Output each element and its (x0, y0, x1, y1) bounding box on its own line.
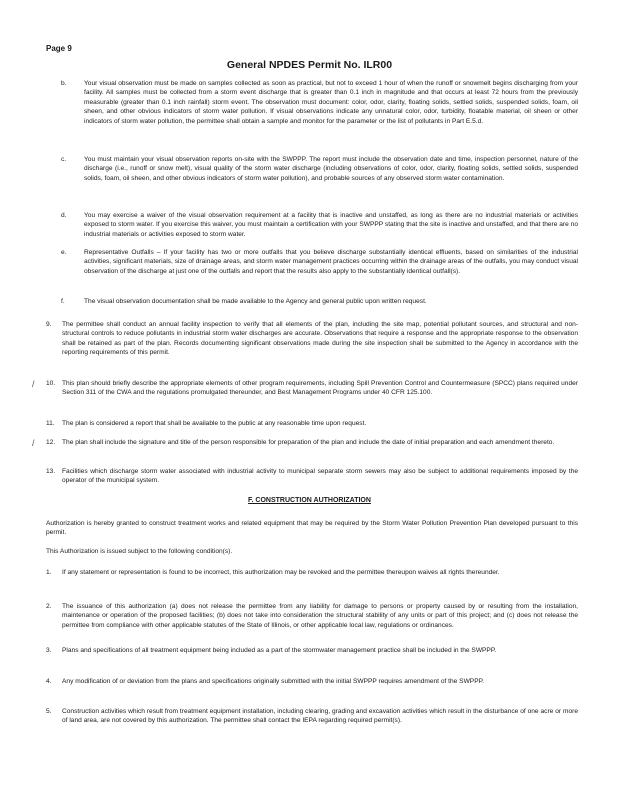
condition-label: 2. (46, 603, 52, 610)
condition-text: If any statement or representation is found to be incorrect, this authorization may be revoked and the permittee thereupon waives all rights thereunder. (62, 569, 500, 576)
condition-text: Any modification of or deviation from the plans and specifications originally submitted with the initial SWPPP requires amendment of the SWPPP. (62, 678, 484, 685)
condition-text: Plans and specifications of all treatment equipment being included as a part of the stormwater management practice shall be included in the SWPPP. (62, 647, 497, 654)
section-intro: This Authorization is issued subject to the following condition(s). (46, 548, 233, 555)
item-text: The plan is considered a report that shall be available to the public at any reasonable time upon request. (62, 420, 367, 427)
condition-text: The issuance of this authorization (a) does not release the permittee from any liability for damage to persons or property caused by or resulting from the installation, maintenance or operation of the proposed facilities; (b) does not take into consideration the structural stability of any units or part of this project; and (c) does not release the permittee from compliance with other applicable statutes of the State of Illinois, or other applicable local law, regulations or ordinances. (62, 603, 578, 629)
item-text: You may exercise a waiver of the visual observation requirement at a facility that is inactive and unstaffed, as long as there are no industrial materials or activities exposed to storm water. If you exercise this waiver, you must maintain a certification with your SWPPP stating that the site is inactive and unstaffed, and that there are no industrial materials or activities exposed to storm water. (84, 212, 578, 238)
page-number: Page 9 (46, 44, 72, 53)
item-text: The visual observation documentation shall be made available to the Agency and general public upon written request. (84, 298, 427, 305)
condition-label: 3. (46, 647, 52, 654)
item-label: b. (61, 80, 67, 87)
item-label: 9. (46, 321, 52, 328)
margin-mark: / (32, 438, 35, 448)
margin-mark: / (32, 379, 35, 389)
item-text: The plan shall include the signature and title of the person responsible for preparation of the plan and include the date of initial preparation and each amendment thereto. (62, 439, 555, 446)
item-text: This plan should briefly describe the appropriate elements of other program requirements, including Spill Prevention Control and Countermeasure (SPCC) plans required under Section 311 of the CWA and the regulations promulgated thereunder, and Best Management Programs under 40 CFR 125.100. (62, 380, 578, 397)
item-text: Facilities which discharge storm water associated with industrial activity to municipal separate storm sewers may also be subject to additional requirements imposed by the operator of the municipal system. (62, 468, 578, 485)
condition-label: 1. (46, 569, 52, 576)
item-label: 10. (46, 380, 56, 387)
item-label: 13. (46, 468, 56, 475)
item-label: 12. (46, 439, 56, 446)
section-heading: F. CONSTRUCTION AUTHORIZATION (248, 497, 371, 504)
item-text: You must maintain your visual observation reports on-site with the SWPPP. The report must include the observation date and time, inspection personnel, nature of the discharge (i.e., runoff or snow melt), visual quality of the storm water discharge (including observations of color, odor, clarity, floating solids, settled solids, suspended solids, foam, oil sheen, and other obvious indicators of storm water pollution), and probable sources of any observed storm water contamination. (84, 156, 578, 182)
item-text: The permittee shall conduct an annual facility inspection to verify that all elements of the plan, including the site map, potential pollutant sources, and structural and non-structural controls to reduce pollutants in industrial storm water discharges are accurate. Observations that require a response and the appropriate response to the observation shall be retained as part of the plan. Records documenting significant observations made during the site inspection shall be submitted to the Agency in accordance with the reporting requirements of this permit. (62, 321, 578, 357)
condition-label: 4. (46, 678, 52, 685)
item-label: c. (61, 156, 67, 163)
section-intro: Authorization is hereby granted to construct treatment works and related equipment that may be required by the Storm Water Pollution Prevention Plan developed pursuant to this permit. (46, 520, 578, 537)
item-text: Your visual observation must be made on samples collected as soon as practical, but not to exceed 1 hour of when the runoff or snowmelt begins discharging from your facility. All samples must be collected from a storm event discharge that is greater than 0.1 inch in magnitude and that occurs at least 72 hours from the previously measurable (greater than 0.1 inch rainfall) storm event. The observation must document: color, odor, clarity, floating solids, settled solids, suspended solids, foam, oil sheen, and other obvious indicators of storm water pollution. If visual observations indicate any unnatural color, odor, turbidity, floatable material, oil sheen or other indicators of storm water pollution, the permittee shall obtain a sample and monitor for the parameter or the list of pollutants in Part E.5.d. (84, 80, 578, 125)
item-label: 11. (46, 420, 55, 427)
item-label: e. (61, 249, 67, 256)
item-label: d. (61, 212, 67, 219)
item-label: f. (61, 298, 65, 305)
condition-label: 5. (46, 708, 52, 715)
permit-title: General NPDES Permit No. ILR00 (226, 59, 393, 71)
condition-text: Construction activities which result from treatment equipment installation, including clearing, grading and excavation activities which result in the disturbance of one acre or more of land area, are not covered by this authorization. The permittee shall contact the IEPA regarding required permit(s). (62, 708, 578, 725)
item-text: Representative Outfalls – If your facility has two or more outfalls that you believe discharge substantially identical effluents, based on similarities of the industrial activities, significant materials, size of drainage areas, and storm water management practices occurring within the drainage areas of the outfalls, you may conduct visual observation of the discharge at just one of the outfalls and report that the results also apply to the substantially identical outfall(s). (84, 249, 578, 275)
